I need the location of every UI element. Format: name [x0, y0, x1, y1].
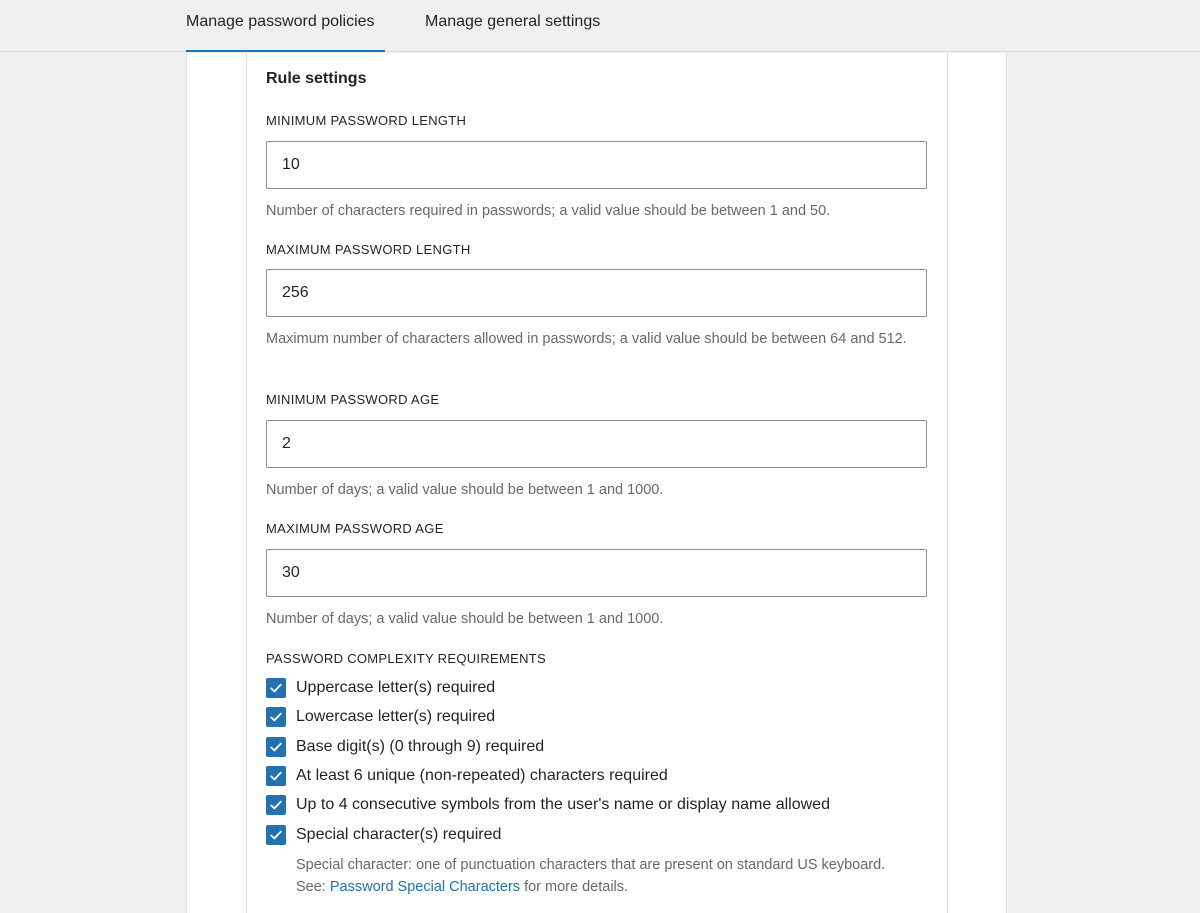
max-length-input[interactable]: [266, 269, 927, 317]
checkbox-label: Uppercase letter(s) required: [296, 679, 496, 696]
checkbox-checked[interactable]: [266, 825, 286, 845]
checkbox-checked[interactable]: [266, 707, 286, 727]
special-character-note: [296, 854, 896, 898]
checkbox-row-special-chars[interactable]: [266, 825, 501, 845]
max-age-input[interactable]: [266, 549, 927, 597]
checkbox-checked[interactable]: [266, 737, 286, 757]
section-title: Rule settings: [266, 70, 367, 87]
max-age-help: Number of days; a valid value should be between 1 and 1000.: [266, 611, 664, 627]
checkbox-label: Up to 4 consecutive symbols from the user's name or display name allowed: [296, 796, 830, 813]
min-age-input[interactable]: [266, 420, 927, 468]
special-note-suffix: for more details.: [520, 879, 629, 895]
checkmark-icon: [269, 828, 283, 842]
min-age-help: Number of days; a valid value should be between 1 and 1000.: [266, 482, 664, 498]
checkbox-label: Lowercase letter(s) required: [296, 708, 496, 725]
special-note-text: Special character: one of punctuation characters that are present on standard US keyboard. See:: [296, 857, 886, 895]
checkbox-checked[interactable]: [266, 678, 286, 698]
checkbox-checked[interactable]: [266, 766, 286, 786]
checkbox-row-unique-chars[interactable]: [266, 766, 668, 786]
checkmark-icon: [269, 798, 283, 812]
min-age-label: MINIMUM PASSWORD AGE: [266, 392, 440, 407]
tab-manage-password-policies[interactable]: Manage password policies: [186, 0, 385, 52]
checkbox-label: At least 6 unique (non-repeated) characters required: [296, 767, 668, 784]
max-length-help: Maximum number of characters allowed in passwords; a valid value should be between 64 and 512.: [266, 331, 907, 347]
checkmark-icon: [269, 769, 283, 783]
min-length-input[interactable]: [266, 141, 927, 189]
tab-manage-general-settings[interactable]: Manage general settings: [425, 13, 601, 30]
tabs-bar: [0, 0, 1200, 52]
max-length-label: MAXIMUM PASSWORD LENGTH: [266, 242, 471, 257]
min-length-label: MINIMUM PASSWORD LENGTH: [266, 113, 467, 128]
password-special-characters-link[interactable]: Password Special Characters: [329, 879, 521, 895]
complexity-label: PASSWORD COMPLEXITY REQUIREMENTS: [266, 651, 546, 666]
checkbox-row-lowercase[interactable]: [266, 707, 495, 727]
min-length-help: Number of characters required in passwords; a valid value should be between 1 and 50.: [266, 203, 831, 219]
checkmark-icon: [269, 740, 283, 754]
checkbox-row-uppercase[interactable]: [266, 678, 495, 698]
checkbox-row-username-symbols[interactable]: [266, 795, 830, 815]
checkbox-label: Base digit(s) (0 through 9) required: [296, 738, 545, 755]
checkbox-label: Special character(s) required: [296, 826, 502, 843]
checkbox-checked[interactable]: [266, 795, 286, 815]
checkbox-row-digits[interactable]: [266, 737, 544, 757]
checkmark-icon: [269, 710, 283, 724]
checkmark-icon: [269, 681, 283, 695]
max-age-label: MAXIMUM PASSWORD AGE: [266, 521, 444, 536]
